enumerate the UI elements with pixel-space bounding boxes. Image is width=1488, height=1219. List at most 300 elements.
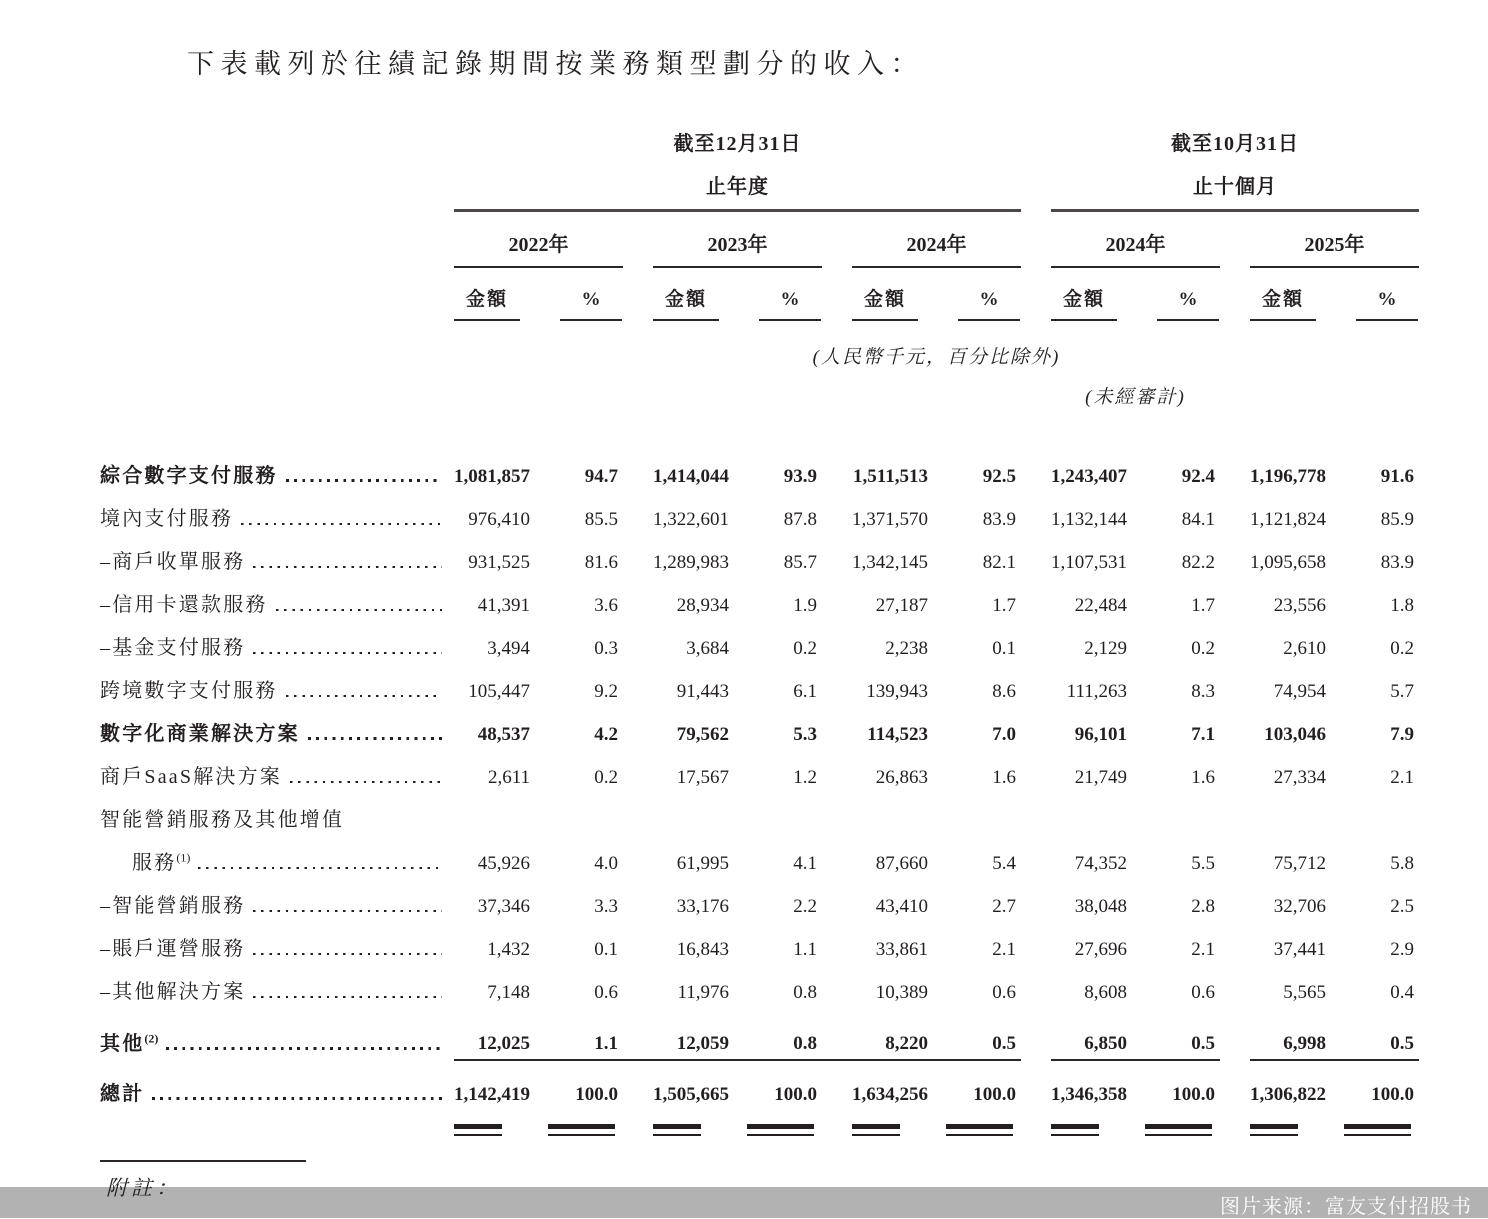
amount-cell: 22,484 xyxy=(1074,595,1127,616)
percent-cell: 84.1 xyxy=(1181,509,1215,530)
year-header-2024: 2024年 xyxy=(852,210,1021,267)
dot-leader xyxy=(308,737,442,740)
table-row xyxy=(100,750,1419,793)
amount-cell: 37,441 xyxy=(1273,939,1326,960)
percent-cell: 93.9 xyxy=(783,466,817,487)
percent-cell: 5.5 xyxy=(1191,853,1215,874)
spacer-cell xyxy=(100,267,454,321)
unit-note: (人民幣千元，百分比除外) xyxy=(812,347,1061,368)
amount-cell: 1,121,824 xyxy=(1250,509,1326,530)
amount-cell: 976,410 xyxy=(468,509,530,530)
row-label: 數字化商業解決方案 xyxy=(100,707,454,750)
table-row xyxy=(100,965,1419,1008)
spacer-cell xyxy=(1220,210,1250,267)
percent-cell: 5.4 xyxy=(992,853,1016,874)
spacer-cell xyxy=(1021,707,1051,750)
amount-cell: 1,081,857 xyxy=(454,466,530,487)
spacer-cell xyxy=(454,373,1021,413)
table-row xyxy=(100,535,1419,578)
amount-cell: 38,048 xyxy=(1074,896,1127,917)
amount-cell: 48,537 xyxy=(477,724,530,745)
spacer-cell xyxy=(623,535,653,578)
amount-cell: 61,995 xyxy=(676,853,729,874)
double-rule xyxy=(1250,1110,1356,1140)
percent-column-header: % xyxy=(1356,267,1419,321)
percent-cell: 4.0 xyxy=(594,853,618,874)
double-rule xyxy=(653,1110,759,1140)
percent-cell: 5.3 xyxy=(793,724,817,745)
dot-leader xyxy=(276,609,442,611)
amount-cell: 79,562 xyxy=(676,724,729,745)
amount-cell: 1,511,513 xyxy=(853,466,928,487)
row-label: –基金支付服務 xyxy=(100,621,454,664)
spacer-cell xyxy=(1021,118,1051,162)
spacer-cell xyxy=(822,535,852,578)
spacer-cell xyxy=(1021,879,1051,922)
amount-cell: 32,706 xyxy=(1273,896,1326,917)
double-rule xyxy=(1356,1110,1419,1140)
percent-cell: 2.5 xyxy=(1390,896,1414,917)
spacer-cell xyxy=(623,578,653,621)
percent-cell: 2.1 xyxy=(1390,767,1414,788)
spacer-cell xyxy=(623,1008,653,1060)
amount-cell: 96,101 xyxy=(1074,724,1127,745)
percent-cell: 1.7 xyxy=(1191,595,1215,616)
percent-cell: 0.6 xyxy=(992,982,1016,1003)
amount-cell: 105,447 xyxy=(468,681,530,702)
spacer-cell xyxy=(1021,621,1051,664)
amount-cell: 7,148 xyxy=(487,982,530,1003)
percent-cell: 83.9 xyxy=(1380,552,1414,573)
percent-cell: 100.0 xyxy=(575,1084,618,1105)
spacer-cell xyxy=(1021,210,1051,267)
spacer-cell xyxy=(1021,267,1051,321)
percent-cell: 91.6 xyxy=(1380,466,1414,487)
percent-cell: 1.1 xyxy=(560,1008,623,1060)
double-rule xyxy=(454,1110,560,1140)
amount-cell: 3,684 xyxy=(686,638,729,659)
dot-leader xyxy=(290,781,442,783)
dot-leader xyxy=(286,695,442,697)
percent-cell: 2.7 xyxy=(992,896,1016,917)
amount-cell: 37,346 xyxy=(477,896,530,917)
spacer-cell xyxy=(1021,965,1051,1008)
percent-cell: 0.8 xyxy=(759,1008,822,1060)
spacer-cell xyxy=(1220,1110,1250,1140)
unaudited-note: (未經審計) xyxy=(1085,387,1186,408)
table-row xyxy=(100,922,1419,965)
row-label: –賬戶運營服務 xyxy=(100,922,454,965)
spacer-cell xyxy=(1220,965,1250,1008)
amount-cell: 74,954 xyxy=(1273,681,1326,702)
amount-cell: 1,289,983 xyxy=(653,552,729,573)
spacer-cell xyxy=(1021,535,1051,578)
amount-cell: 2,610 xyxy=(1283,638,1326,659)
spacer-cell xyxy=(623,879,653,922)
amount-cell: 17,567 xyxy=(676,767,729,788)
spacer-cell xyxy=(822,449,852,492)
spacer-cell xyxy=(822,836,852,879)
row-label: 智能營銷服務及其他增值 xyxy=(100,809,345,831)
year-header-2022: 2022年 xyxy=(454,210,623,267)
percent-cell: 4.2 xyxy=(594,724,618,745)
spacer-cell xyxy=(623,449,653,492)
spacer-cell xyxy=(1220,373,1419,413)
amount-cell: 1,342,145 xyxy=(852,552,928,573)
spacer-cell xyxy=(623,750,653,793)
spacer-cell xyxy=(1021,162,1051,210)
year-header-2024-10m: 2024年 xyxy=(1051,210,1220,267)
spacer-cell xyxy=(822,707,852,750)
year-header-2023: 2023年 xyxy=(653,210,822,267)
total-double-rule-row xyxy=(100,1110,1419,1140)
span-header-ten-month: 止十個月 xyxy=(1051,162,1419,210)
percent-cell: 7.9 xyxy=(1390,724,1414,745)
amount-cell: 1,306,822 xyxy=(1250,1084,1326,1105)
spacer-cell xyxy=(1021,1110,1051,1140)
amount-cell: 91,443 xyxy=(676,681,729,702)
percent-cell: 2.1 xyxy=(992,939,1016,960)
row-label: –信用卡還款服務 xyxy=(100,578,454,621)
percent-cell: 87.8 xyxy=(783,509,817,530)
percent-cell: 85.9 xyxy=(1380,509,1414,530)
percent-cell: 2.2 xyxy=(793,896,817,917)
spacer-cell xyxy=(623,965,653,1008)
percent-cell: 82.1 xyxy=(982,552,1016,573)
spacer-cell xyxy=(623,707,653,750)
spacer-cell xyxy=(623,267,653,321)
spacer-cell xyxy=(1021,664,1051,707)
amount-cell: 41,391 xyxy=(477,595,530,616)
spacer-cell xyxy=(822,1110,852,1140)
percent-cell: 0.2 xyxy=(1191,638,1215,659)
percent-cell: 5.8 xyxy=(1390,853,1414,874)
amount-cell: 21,749 xyxy=(1074,767,1127,788)
percent-cell: 0.5 xyxy=(1157,1008,1220,1060)
percent-cell: 0.2 xyxy=(1390,638,1414,659)
amount-cell: 12,059 xyxy=(653,1008,759,1060)
double-rule xyxy=(958,1110,1021,1140)
amount-cell: 8,220 xyxy=(852,1008,958,1060)
spacer-cell xyxy=(623,922,653,965)
spacer-cell xyxy=(1220,1060,1250,1110)
amount-cell: 33,176 xyxy=(676,896,729,917)
amount-cell: 139,943 xyxy=(866,681,928,702)
spacer-cell xyxy=(822,965,852,1008)
percent-cell: 81.6 xyxy=(584,552,618,573)
spacer-cell xyxy=(822,750,852,793)
spacer-cell xyxy=(623,1110,653,1140)
percent-cell: 100.0 xyxy=(774,1084,817,1105)
dot-leader xyxy=(253,996,442,998)
amount-cell: 1,132,144 xyxy=(1051,509,1127,530)
table-row xyxy=(100,664,1419,707)
amount-cell: 1,142,419 xyxy=(454,1084,530,1105)
page-title: 下表載列於往績記錄期間按業務類型劃分的收入： xyxy=(187,49,924,79)
amount-column-header: 金額 xyxy=(454,267,560,321)
spacer-cell xyxy=(1220,707,1250,750)
spacer-cell xyxy=(1021,1060,1051,1110)
spacer-cell xyxy=(100,162,454,210)
row-label: 其他$^{(2)}$ xyxy=(100,1008,454,1060)
spacer-cell xyxy=(100,373,454,413)
spacer-cell xyxy=(822,664,852,707)
percent-cell: 0.2 xyxy=(594,767,618,788)
spacer-cell xyxy=(623,1060,653,1110)
revenue-by-business-table xyxy=(100,118,1419,1140)
percent-cell: 82.2 xyxy=(1181,552,1215,573)
amount-column-header: 金額 xyxy=(1250,267,1356,321)
spacer-cell xyxy=(1220,836,1250,879)
amount-cell: 74,352 xyxy=(1074,853,1127,874)
amount-cell: 43,410 xyxy=(875,896,928,917)
amount-cell: 2,238 xyxy=(885,638,928,659)
amount-cell: 111,263 xyxy=(1066,681,1127,702)
spacer-cell xyxy=(1021,492,1051,535)
double-rule xyxy=(759,1110,822,1140)
spacer-cell xyxy=(1220,535,1250,578)
table-row xyxy=(100,578,1419,621)
percent-cell: 3.3 xyxy=(594,896,618,917)
percent-cell: 0.5 xyxy=(958,1008,1021,1060)
percent-cell: 100.0 xyxy=(973,1084,1016,1105)
percent-cell: 2.9 xyxy=(1390,939,1414,960)
percent-column-header: % xyxy=(560,267,623,321)
dot-leader xyxy=(286,479,442,482)
spacer-cell xyxy=(100,210,454,267)
percent-cell: 85.5 xyxy=(584,509,618,530)
amount-cell: 1,107,531 xyxy=(1051,552,1127,573)
amount-cell: 1,095,658 xyxy=(1250,552,1326,573)
amount-cell: 10,389 xyxy=(875,982,928,1003)
spacer-cell xyxy=(822,578,852,621)
dot-leader xyxy=(253,910,442,912)
spacer-cell xyxy=(822,210,852,267)
spacer-cell xyxy=(623,621,653,664)
amount-cell: 26,863 xyxy=(875,767,928,788)
source-band xyxy=(0,1187,1488,1218)
percent-cell: 1.1 xyxy=(793,939,817,960)
percent-cell: 8.6 xyxy=(992,681,1016,702)
spacer-cell xyxy=(1220,267,1250,321)
percent-cell: 0.6 xyxy=(1191,982,1215,1003)
spacer-cell xyxy=(822,879,852,922)
spacer-cell xyxy=(454,793,1419,836)
amount-cell: 5,565 xyxy=(1283,982,1326,1003)
amount-cell: 87,660 xyxy=(875,853,928,874)
dot-leader xyxy=(253,566,442,568)
amount-cell: 2,611 xyxy=(487,767,530,788)
amount-cell: 6,998 xyxy=(1250,1008,1356,1060)
percent-cell: 1.6 xyxy=(1191,767,1215,788)
amount-cell: 1,414,044 xyxy=(653,466,729,487)
percent-cell: 0.1 xyxy=(594,939,618,960)
percent-cell: 1.7 xyxy=(992,595,1016,616)
spacer-cell xyxy=(1021,578,1051,621)
spacer-cell xyxy=(1021,1008,1051,1060)
row-label: –智能營銷服務 xyxy=(100,879,454,922)
amount-column-header: 金額 xyxy=(653,267,759,321)
row-label: 跨境數字支付服務 xyxy=(100,664,454,707)
amount-cell: 45,926 xyxy=(477,853,530,874)
percent-cell: 100.0 xyxy=(1172,1084,1215,1105)
percent-cell: 2.8 xyxy=(1191,896,1215,917)
amount-cell: 1,243,407 xyxy=(1051,466,1127,487)
percent-cell: 9.2 xyxy=(594,681,618,702)
amount-cell: 12,025 xyxy=(454,1008,560,1060)
percent-cell: 2.1 xyxy=(1191,939,1215,960)
row-label: –商戶收單服務 xyxy=(100,535,454,578)
period-header-annual: 截至12月31日 xyxy=(673,133,802,155)
percent-cell: 0.3 xyxy=(594,638,618,659)
amount-cell: 1,371,570 xyxy=(852,509,928,530)
amount-cell: 28,934 xyxy=(676,595,729,616)
percent-cell: 6.1 xyxy=(793,681,817,702)
double-rule xyxy=(560,1110,623,1140)
percent-cell: 1.6 xyxy=(992,767,1016,788)
spacer-cell xyxy=(1021,836,1051,879)
spacer-cell xyxy=(100,413,1419,449)
dot-leader xyxy=(253,953,442,955)
spacer-cell xyxy=(1220,621,1250,664)
amount-cell: 1,634,256 xyxy=(852,1084,928,1105)
dot-leader xyxy=(253,652,442,654)
span-header-annual: 止年度 xyxy=(454,162,1021,210)
table-row xyxy=(100,492,1419,535)
percent-cell: 0.1 xyxy=(992,638,1016,659)
dot-leader xyxy=(241,523,442,525)
amount-cell: 1,505,665 xyxy=(653,1084,729,1105)
spacer-cell xyxy=(623,492,653,535)
amount-cell: 11,976 xyxy=(677,982,729,1003)
percent-cell: 0.2 xyxy=(793,638,817,659)
table-row xyxy=(100,793,1419,836)
percent-cell: 85.7 xyxy=(783,552,817,573)
amount-cell: 114,523 xyxy=(867,724,928,745)
percent-cell: 1.2 xyxy=(793,767,817,788)
table-row xyxy=(100,621,1419,664)
spacer-cell xyxy=(822,492,852,535)
spacer-cell xyxy=(822,267,852,321)
amount-cell: 103,046 xyxy=(1264,724,1326,745)
amount-cell: 1,196,778 xyxy=(1250,466,1326,487)
amount-cell: 1,322,601 xyxy=(653,509,729,530)
footnote-divider xyxy=(100,1160,306,1162)
table-row xyxy=(100,879,1419,922)
spacer-cell xyxy=(100,1110,454,1140)
dot-leader xyxy=(198,867,442,869)
percent-cell: 8.3 xyxy=(1191,681,1215,702)
amount-cell: 23,556 xyxy=(1273,595,1326,616)
amount-cell: 33,861 xyxy=(875,939,928,960)
percent-cell: 0.4 xyxy=(1390,982,1414,1003)
amount-cell: 27,187 xyxy=(875,595,928,616)
year-header-2025-10m: 2025年 xyxy=(1250,210,1419,267)
percent-cell: 4.1 xyxy=(793,853,817,874)
table-row-total xyxy=(100,1060,1419,1110)
spacer-cell xyxy=(822,621,852,664)
percent-cell: 5.7 xyxy=(1390,681,1414,702)
double-rule xyxy=(1051,1110,1157,1140)
spacer-cell xyxy=(1021,922,1051,965)
amount-column-header: 金額 xyxy=(1051,267,1157,321)
image-source-note: 图片来源：富友支付招股书 xyxy=(1220,1196,1472,1218)
spacer-cell xyxy=(1220,492,1250,535)
amount-cell: 1,432 xyxy=(487,939,530,960)
table-row-other xyxy=(100,1008,1419,1060)
percent-cell: 1.8 xyxy=(1390,595,1414,616)
spacer-cell xyxy=(1021,449,1051,492)
table-row xyxy=(100,449,1419,492)
spacer-cell xyxy=(1220,922,1250,965)
amount-cell: 3,494 xyxy=(487,638,530,659)
percent-cell: 92.4 xyxy=(1181,466,1215,487)
table-row xyxy=(100,707,1419,750)
spacer-cell xyxy=(1220,879,1250,922)
amount-cell: 6,850 xyxy=(1051,1008,1157,1060)
spacer-cell xyxy=(100,118,454,162)
spacer-cell xyxy=(1220,750,1250,793)
spacer-cell xyxy=(822,1060,852,1110)
spacer-cell xyxy=(1220,449,1250,492)
percent-cell: 0.6 xyxy=(594,982,618,1003)
spacer-cell xyxy=(1021,373,1051,413)
percent-cell: 1.9 xyxy=(793,595,817,616)
amount-column-header: 金額 xyxy=(852,267,958,321)
amount-cell: 1,346,358 xyxy=(1051,1084,1127,1105)
spacer-cell xyxy=(1220,1008,1250,1060)
amount-cell: 931,525 xyxy=(468,552,530,573)
amount-cell: 2,129 xyxy=(1084,638,1127,659)
amount-cell: 27,696 xyxy=(1074,939,1127,960)
spacer-cell xyxy=(623,210,653,267)
spacer-cell xyxy=(623,664,653,707)
percent-cell: 83.9 xyxy=(982,509,1016,530)
percent-column-header: % xyxy=(958,267,1021,321)
spacer-cell xyxy=(1220,664,1250,707)
spacer-cell xyxy=(1021,750,1051,793)
spacer-cell xyxy=(100,321,454,373)
amount-cell: 75,712 xyxy=(1273,853,1326,874)
percent-column-header: % xyxy=(1157,267,1220,321)
table-row xyxy=(100,836,1419,879)
dot-leader xyxy=(152,1097,442,1100)
row-label: 總計 xyxy=(100,1060,454,1110)
percent-cell: 92.5 xyxy=(982,466,1016,487)
dot-leader xyxy=(166,1047,442,1050)
row-label: 綜合數字支付服務 xyxy=(100,449,454,492)
double-rule xyxy=(852,1110,958,1140)
spacer-cell xyxy=(623,836,653,879)
percent-cell: 94.7 xyxy=(584,466,618,487)
percent-cell: 7.0 xyxy=(992,724,1016,745)
footnote-label: 附註： xyxy=(106,1176,181,1200)
amount-cell: 27,334 xyxy=(1273,767,1326,788)
spacer-cell xyxy=(1220,578,1250,621)
row-label: 商戶SaaS解決方案 xyxy=(100,750,454,793)
row-label: –其他解決方案 xyxy=(100,965,454,1008)
percent-cell: 100.0 xyxy=(1371,1084,1414,1105)
row-label: 服務$^{(1)}$ xyxy=(100,836,454,879)
percent-cell: 0.8 xyxy=(793,982,817,1003)
spacer-cell xyxy=(822,922,852,965)
percent-cell: 7.1 xyxy=(1191,724,1215,745)
period-header-ten-month: 截至10月31日 xyxy=(1171,133,1299,155)
amount-cell: 8,608 xyxy=(1084,982,1127,1003)
row-label: 境內支付服務 xyxy=(100,492,454,535)
percent-column-header: % xyxy=(759,267,822,321)
percent-cell: 3.6 xyxy=(594,595,618,616)
